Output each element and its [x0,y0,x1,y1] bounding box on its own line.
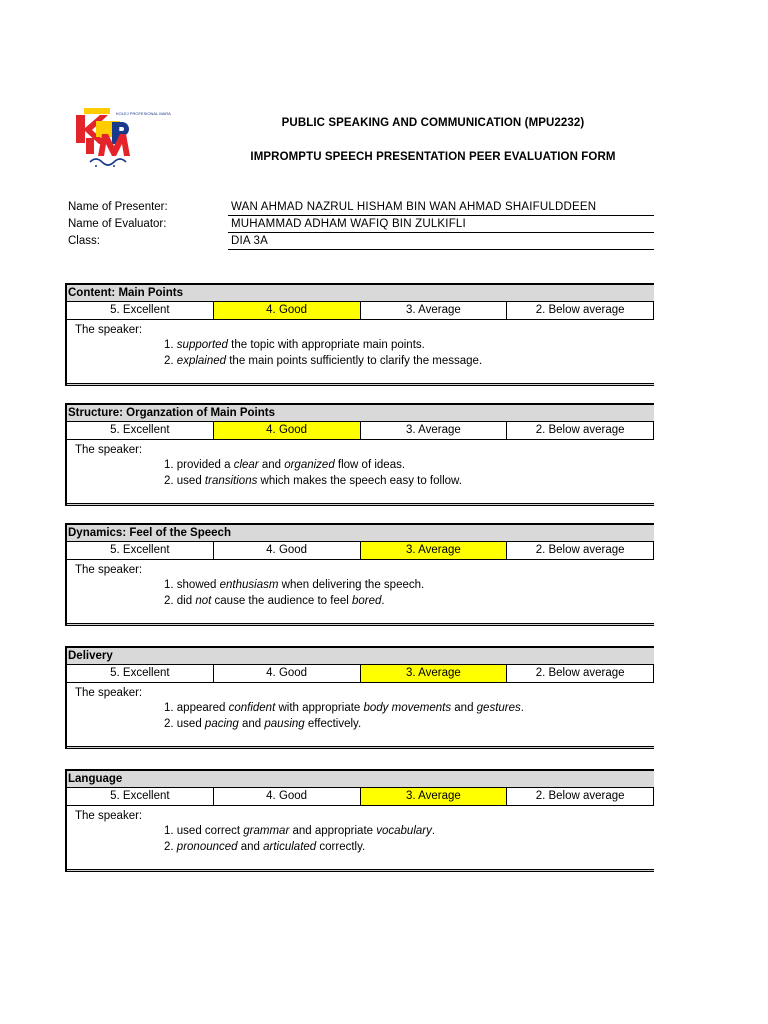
rating-average: 3. Average [361,665,508,682]
criterion-1: 1. showed enthusiasm when delivering the speech. [164,579,425,591]
rating-excellent: 5. Excellent [67,788,214,805]
rating-below-average: 2. Below average [507,542,654,559]
section-title: Language [67,771,654,788]
rating-good: 4. Good [214,542,361,559]
section-body [67,320,654,386]
rating-row [67,788,654,806]
rating-row [67,422,654,440]
section-title: Dynamics: Feel of the Speech [67,525,654,542]
rating-excellent: 5. Excellent [67,542,214,559]
evaluator-row [68,216,654,233]
rating-good: 4. Good [214,302,361,319]
presenter-value: WAN AHMAD NAZRUL HISHAM BIN WAN AHMAD SHAIFULDDEEN [228,199,654,216]
section-title: Delivery [67,648,654,665]
section-title: Content: Main Points [67,285,654,302]
criterion-1: 1. appeared confident with appropriate body movements and gestures. [164,702,524,714]
speaker-label: The speaker: [75,324,143,336]
rating-below-average: 2. Below average [507,422,654,439]
rating-below-average: 2. Below average [507,788,654,805]
divider [67,504,654,505]
presenter-row [68,199,654,216]
section-body [67,560,654,626]
criterion-2: 2. explained the main points sufficiently to clarify the message. [164,355,483,367]
speaker-label: The speaker: [75,687,143,699]
evaluator-value: MUHAMMAD ADHAM WAFIQ BIN ZULKIFLI [228,216,654,233]
divider [67,384,654,385]
criterion-1: 1. supported the topic with appropriate main points. [164,339,425,351]
criterion-1: 1. provided a clear and organized flow of ideas. [164,459,406,471]
criterion-2: 2. used transitions which makes the speech easy to follow. [164,475,462,487]
section-content [65,283,654,386]
section-language [65,769,654,872]
class-value: DIA 3A [228,233,654,250]
rating-good: 4. Good [214,422,361,439]
rating-below-average: 2. Below average [507,302,654,319]
rating-row [67,542,654,560]
section-title: Structure: Organzation of Main Points [67,405,654,422]
section-body [67,440,654,506]
speaker-label: The speaker: [75,810,143,822]
rating-good: 4. Good [214,788,361,805]
criterion-2: 2. did not cause the audience to feel bored. [164,595,385,607]
section-body [67,806,654,872]
criterion-2: 2. pronounced and articulated correctly. [164,841,366,853]
presenter-label: Name of Presenter: [68,201,168,213]
rating-excellent: 5. Excellent [67,302,214,319]
rating-average: 3. Average [361,542,508,559]
rating-good: 4. Good [214,665,361,682]
rating-row [67,302,654,320]
section-body [67,683,654,749]
evaluator-label: Name of Evaluator: [68,218,167,230]
course-title: PUBLIC SPEAKING AND COMMUNICATION (MPU2232) [281,117,585,129]
speaker-label: The speaker: [75,564,143,576]
kpm-logo [74,108,171,170]
rating-below-average: 2. Below average [507,665,654,682]
divider [67,624,654,625]
criterion-1: 1. used correct grammar and appropriate vocabulary. [164,825,436,837]
rating-excellent: 5. Excellent [67,665,214,682]
divider [67,870,654,871]
rating-average: 3. Average [361,422,508,439]
section-dynamics [65,523,654,626]
class-label: Class: [68,235,100,247]
rating-average: 3. Average [361,302,508,319]
section-structure [65,403,654,506]
rating-row [67,665,654,683]
form-title: IMPROMPTU SPEECH PRESENTATION PEER EVALUATION FORM [250,151,616,163]
criterion-2: 2. used pacing and pausing effectively. [164,718,362,730]
divider [67,747,654,748]
rating-excellent: 5. Excellent [67,422,214,439]
speaker-label: The speaker: [75,444,143,456]
class-row [68,233,654,250]
logo-small-text: KOLEJ PROFESIONAL MARA [116,111,171,116]
rating-average: 3. Average [361,788,508,805]
section-delivery [65,646,654,749]
